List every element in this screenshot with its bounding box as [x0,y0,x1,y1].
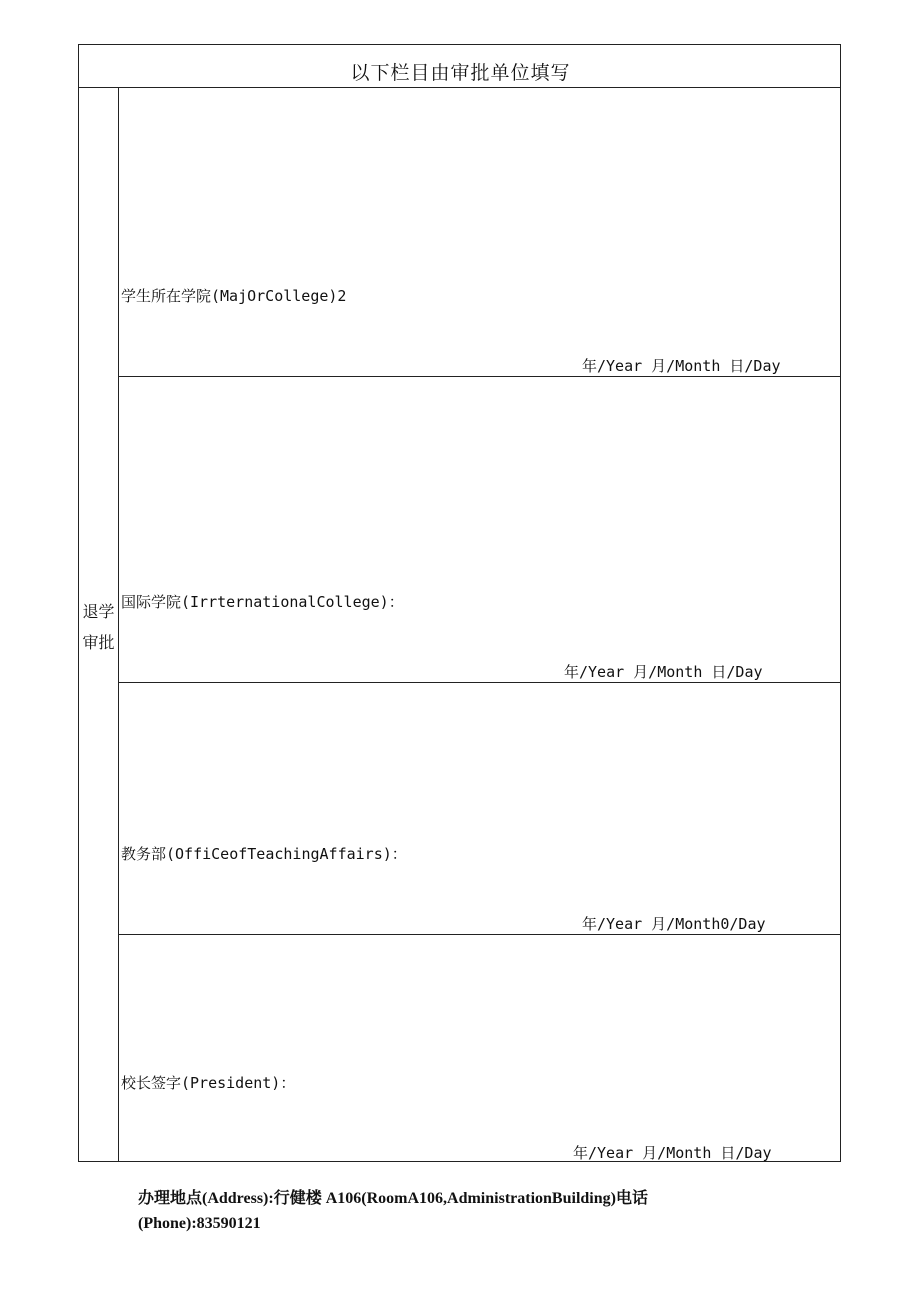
form-section-title: 以下栏目由审批单位填写 [350,62,571,84]
header-divider [79,87,840,88]
teaching-affairs-date-line: 年/Year 月/Month0/Day [582,915,766,933]
row-divider-3 [118,934,840,935]
international-college-approval-label: 国际学院(IrrternationalCollege)： [121,593,404,611]
row-divider-2 [118,682,840,683]
row-divider-1 [118,376,840,377]
side-label-line1: 退学 [82,602,115,621]
president-signature-label: 校长签字(President)： [121,1074,296,1092]
approval-form-table [78,44,841,1162]
president-date-line: 年/Year 月/Month 日/Day [573,1144,772,1162]
teaching-affairs-approval-label: 教务部(OffiCeofTeachingAffairs)： [121,845,407,863]
label-column-divider [118,87,119,1161]
major-college-approval-label: 学生所在学院(MajOrCollege)2 [121,287,347,305]
major-college-date-line: 年/Year 月/Month 日/Day [582,357,781,375]
office-contact-footer [138,1186,778,1236]
phone-line: (Phone):83590121 [138,1215,261,1232]
withdrawal-approval-label [79,596,118,658]
address-line: 办理地点(Address):行健楼 A106(RoomA106,AdministrationBuilding)电话 [138,1190,648,1207]
international-college-date-line: 年/Year 月/Month 日/Day [564,663,763,681]
side-label-line2: 审批 [82,633,115,652]
